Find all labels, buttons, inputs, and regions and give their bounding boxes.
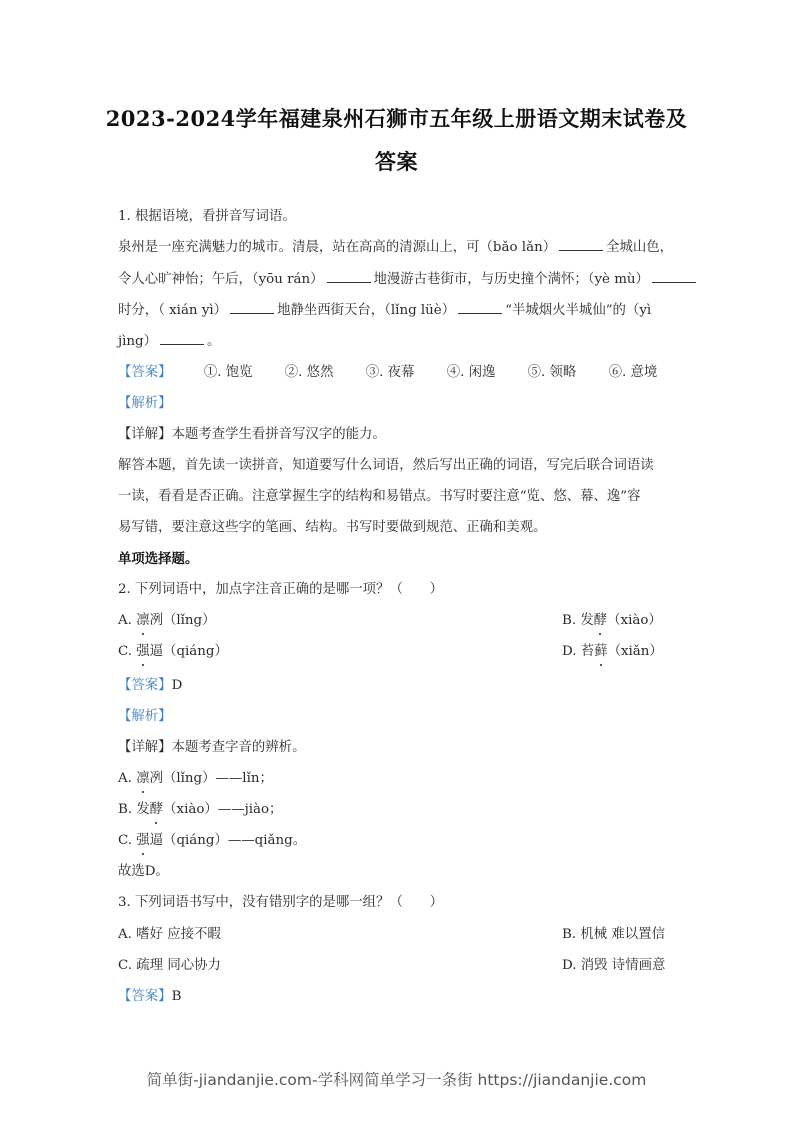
- q1-answer-5: ⑤. 领略: [527, 365, 577, 380]
- q1-explain-line3: 易写错，要注意这些字的笔画、结构。书写时要做到规范、正确和美观。: [118, 520, 547, 535]
- q3-options-row2: [118, 956, 678, 976]
- document-title-line1: 2023-2024学年福建泉州石狮市五年级上册语文期末试卷及: [105, 106, 688, 131]
- q1-answer-6: ⑥. 意境: [608, 365, 658, 380]
- q1-passage-line3: [118, 301, 678, 321]
- q2-answer: D: [171, 678, 183, 693]
- q1-text: “半城烟火半城仙”的（yì: [505, 303, 652, 318]
- q2-option-a: [118, 613, 216, 628]
- q2-option-b: [562, 611, 662, 631]
- option-label: C.: [118, 644, 137, 659]
- dotted-char: 强: [136, 831, 149, 851]
- dotted-char: 凛: [136, 611, 149, 631]
- q1-text: 令人心旷神怡；午后，（yōu rán）: [118, 272, 324, 287]
- answer-tag: 【答案】: [118, 678, 172, 693]
- q2-explain-c: [118, 831, 678, 851]
- q1-text: 地漫游古巷街市，与历史撞个满怀；（yè mù）: [373, 272, 649, 287]
- q1-text: 全城山色，: [606, 240, 674, 255]
- q3-option-a: A. 嗜好 应接不暇: [118, 927, 221, 942]
- q3-option-d: D. 消毁 诗情画意: [562, 958, 666, 973]
- q2-options-row2: [118, 642, 678, 662]
- q2-option-c: [118, 644, 228, 659]
- dotted-char: 酵: [150, 800, 163, 820]
- option-text: 发: [580, 613, 594, 628]
- analysis-tag: 【解析】: [118, 396, 172, 411]
- q1-text: jìng）: [118, 334, 158, 349]
- option-label: A.: [118, 771, 137, 786]
- explain-text: （xiào）——jiào；: [163, 802, 283, 817]
- option-label: B.: [562, 613, 581, 628]
- dotted-char: 凛: [136, 769, 149, 789]
- answer-tag: 【答案】: [118, 989, 172, 1004]
- explain-text: 逼（qiáng）——qiǎng。: [149, 833, 307, 848]
- answer-blank: [160, 332, 204, 345]
- q3-answer: B: [171, 989, 182, 1004]
- option-label: A.: [118, 613, 137, 628]
- q1-answer-3: ③. 夜幕: [365, 365, 415, 380]
- footer-watermark: 简单街-jiandanjie.com-学科网简单学习一条街 https://jiandanjie.com: [146, 1071, 647, 1089]
- answer-tag: 【答案】: [118, 365, 172, 380]
- detail-tag: 【详解】: [118, 427, 172, 442]
- q1-detail: [118, 425, 678, 445]
- option-text: 逼（qiáng）: [149, 644, 228, 659]
- option-text: 冽（lǐng）: [149, 613, 216, 628]
- q3-options-row1: [118, 925, 678, 945]
- option-text: （xiào）: [607, 613, 662, 628]
- explain-text: 冽（lǐng）——lǐn；: [149, 771, 273, 786]
- q2-conclusion: 故选D。: [118, 864, 169, 879]
- explain-text: 发: [136, 802, 150, 817]
- q1-explain-line1: 解答本题，首先读一读拼音，知道要写什么词语，然后写出正确的词语，写完后联合词语读: [118, 458, 654, 473]
- section-heading: 单项选择题。: [118, 551, 199, 567]
- q1-passage-line4: [118, 332, 678, 352]
- q2-explain-b: [118, 800, 678, 820]
- detail-tag: 【详解】: [118, 740, 172, 755]
- q1-detail-text: 本题考查学生看拼音写汉字的能力。: [171, 427, 386, 442]
- analysis-tag: 【解析】: [118, 709, 172, 724]
- answer-blank: [230, 301, 274, 314]
- option-label: C.: [118, 833, 137, 848]
- q2-detail: [118, 738, 678, 758]
- q3-stem: 3. 下列词语书写中，没有错别字的是哪一组？（ ）: [118, 895, 444, 910]
- option-text: 苔: [580, 644, 595, 659]
- q1-text: 时分，（ xián yì）: [118, 303, 228, 318]
- q2-answer-row: [118, 676, 678, 696]
- q3-option-c: C. 疏理 同心协力: [118, 958, 221, 973]
- q3-answer-row: [118, 987, 678, 1007]
- document-title-line2: 答案: [375, 149, 418, 174]
- q1-answer-row: [118, 363, 678, 383]
- q1-passage-line2: [118, 270, 678, 290]
- q3-option-b: B. 机械 难以置信: [562, 927, 665, 942]
- answer-blank: [652, 270, 696, 283]
- q1-text: 泉州是一座充满魅力的城市。清晨，站在高高的清源山上，可（bǎo lǎn）: [118, 240, 557, 255]
- q1-answer-4: ④. 闲逸: [446, 365, 496, 380]
- dotted-char: 酵: [594, 611, 607, 631]
- q1-stem: 1. 根据语境，看拼音写词语。: [118, 209, 296, 224]
- q2-stem: 2. 下列词语中，加点字注音正确的是哪一项？（ ）: [118, 582, 444, 597]
- q1-text: 。: [207, 334, 221, 349]
- answer-blank: [559, 238, 603, 251]
- dotted-char: 强: [136, 642, 149, 662]
- answer-blank: [327, 270, 371, 283]
- q2-options-row1: [118, 611, 678, 631]
- dotted-char: 藓: [594, 642, 607, 662]
- q1-answer-2: ②. 悠然: [284, 365, 334, 380]
- option-text: （xiǎn）: [607, 644, 663, 659]
- q1-text: 地静坐西街天台，（lǐng lüè）: [277, 303, 456, 318]
- q1-passage-line1: [118, 238, 678, 258]
- q2-explain-a: [118, 769, 678, 789]
- option-label: D.: [562, 644, 581, 659]
- q1-explain-line2: 一读，看看是否正确。注意掌握生字的结构和易错点。书写时要注意“览、悠、幕、逸”容: [118, 489, 641, 504]
- q2-option-d: [562, 642, 663, 662]
- option-label: B.: [118, 802, 137, 817]
- q2-detail-text: 本题考查字音的辨析。: [171, 740, 306, 755]
- answer-blank: [458, 301, 502, 314]
- q1-answer-1: ①. 饱览: [203, 365, 253, 380]
